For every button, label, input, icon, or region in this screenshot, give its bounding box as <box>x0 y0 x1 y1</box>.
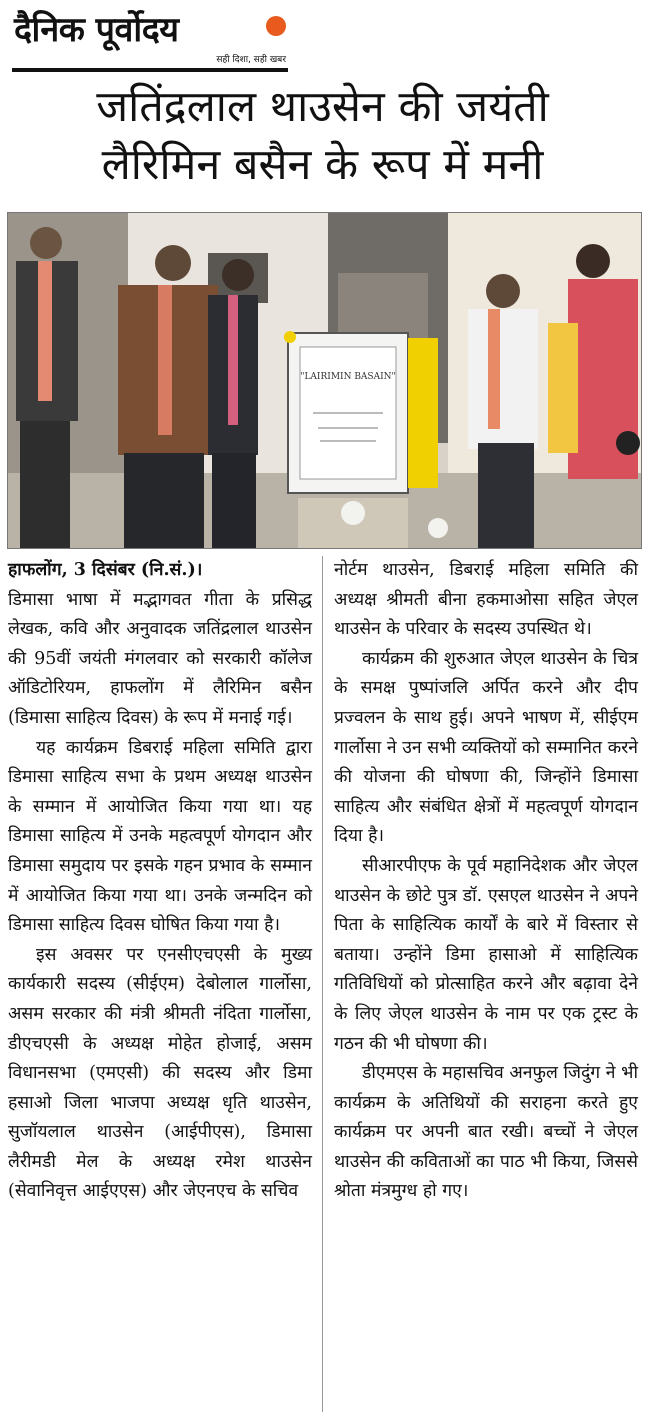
event-photo <box>7 212 642 549</box>
article-column-right <box>334 556 638 1207</box>
masthead <box>8 6 288 72</box>
article-paragraph: यह कार्यक्रम डिबराई महिला समिति द्वारा डिमासा साहित्य सभा के प्रथम अध्यक्ष थाउसेन के सम्मान में आयोजित किया गया था। यह डिमासा साहित्य में उनके महत्वपूर्ण योगदान और डिमासा समुदाय पर इसके गहन प्रभाव के सम्मान में आयोजित किया गया था। उनके जन्मदिन को डिमासा साहित्य दिवस घोषित किया गया है। <box>8 737 312 936</box>
article-paragraph: इस अवसर पर एनसीएचएसी के मुख्य कार्यकारी सदस्य (सीईएम) देबोलाल गार्लोसा, असम सरकार की मंत्री श्रीमती नंदिता गार्लोसा, डीएचएसी के अध्यक्ष मोहेत होजाई, असम विधानसभा (एमएसी) की सदस्य और डिमा हसाओ जिला भाजपा अध्यक्ष धृति थाउसेन, सुजॉयलाल थाउसेन (आईपीएस), डिमासा लैरीमडी मेल के अध्यक्ष रमेश थाउसेन (सेवानिवृत्त आईएएस) और जेएनएच के सचिव <box>8 944 312 1202</box>
headline-line-2: लैरिमिन बसैन के रूप में मनी <box>101 140 544 190</box>
article-paragraph: डीएमएस के महासचिव अनफुल जिदुंग ने भी कार्यक्रम के अतिथियों की सराहना करते हुए कार्यक्रम पर अपनी बात रखी। बच्चों ने जेएल थाउसेन की कविताओं का पाठ भी किया, जिससे श्रोता मंत्रमुग्ध हो गए। <box>334 1063 638 1202</box>
column-divider <box>322 556 323 1412</box>
article-paragraph: नोर्टम थाउसेन, डिबराई महिला समिति की अध्यक्ष श्रीमती बीना हकमाओसा सहित जेएल थाउसेन के परिवार के सदस्य उपस्थित थे। <box>334 560 638 640</box>
masthead-tagline: सही दिशा, सही खबर <box>216 55 286 65</box>
newspaper-name: दैनिक पूर्वोदय <box>14 10 179 50</box>
plaque-title: "LAIRIMIN BASAIN" <box>300 372 396 382</box>
article-paragraph: डिमासा भाषा में मद्भागवत गीता के प्रसिद्ध लेखक, कवि और अनुवादक जतिंद्रलाल थाउसेन की 95वीं जयंती मंगलवार को सरकारी कॉलेज ऑडिटोरियम, हाफलोंग में लैरिमिन बसैन (डिमासा साहित्य दिवस) के रूप में मनाई गई। <box>8 589 312 728</box>
event-photo-illustration <box>8 213 641 548</box>
article-paragraph <box>8 556 312 586</box>
article-paragraph: कार्यक्रम की शुरुआत जेएल थाउसेन के चित्र के समक्ष पुष्पांजलि अर्पित करने और दीप प्रज्वलन के साथ हुई। अपने भाषण में, सीईएम गार्लोसा ने उन सभी व्यक्तियों को सम्मानित करने की योजना की घोषणा की, जिन्होंने डिमासा साहित्य और संबंधित क्षेत्रों में महत्वपूर्ण योगदान दिया है। <box>334 648 638 847</box>
article-dateline: हाफलोंग, 3 दिसंबर (नि.सं.)। <box>8 560 203 580</box>
logo-dot-icon <box>266 16 286 36</box>
article-headline <box>10 78 635 194</box>
masthead-underline <box>12 68 288 72</box>
headline-line-1: जतिंद्रलाल थाउसेन की जयंती <box>96 82 549 132</box>
article-column-left <box>8 556 312 1207</box>
article-paragraph: सीआरपीएफ के पूर्व महानिदेशक और जेएल थाउसेन के छोटे पुत्र डॉ. एसएल थाउसेन ने अपने पिता के साहित्यिक कार्यों के बारे में विस्तार से बताया। उन्होंने डिमा हासाओ में साहित्यिक गतिविधियों को प्रोत्साहित करने और बढ़ावा देने के लिए जेएल थाउसेन के नाम पर एक ट्रस्ट के गठन की भी घोषणा की। <box>334 855 638 1054</box>
